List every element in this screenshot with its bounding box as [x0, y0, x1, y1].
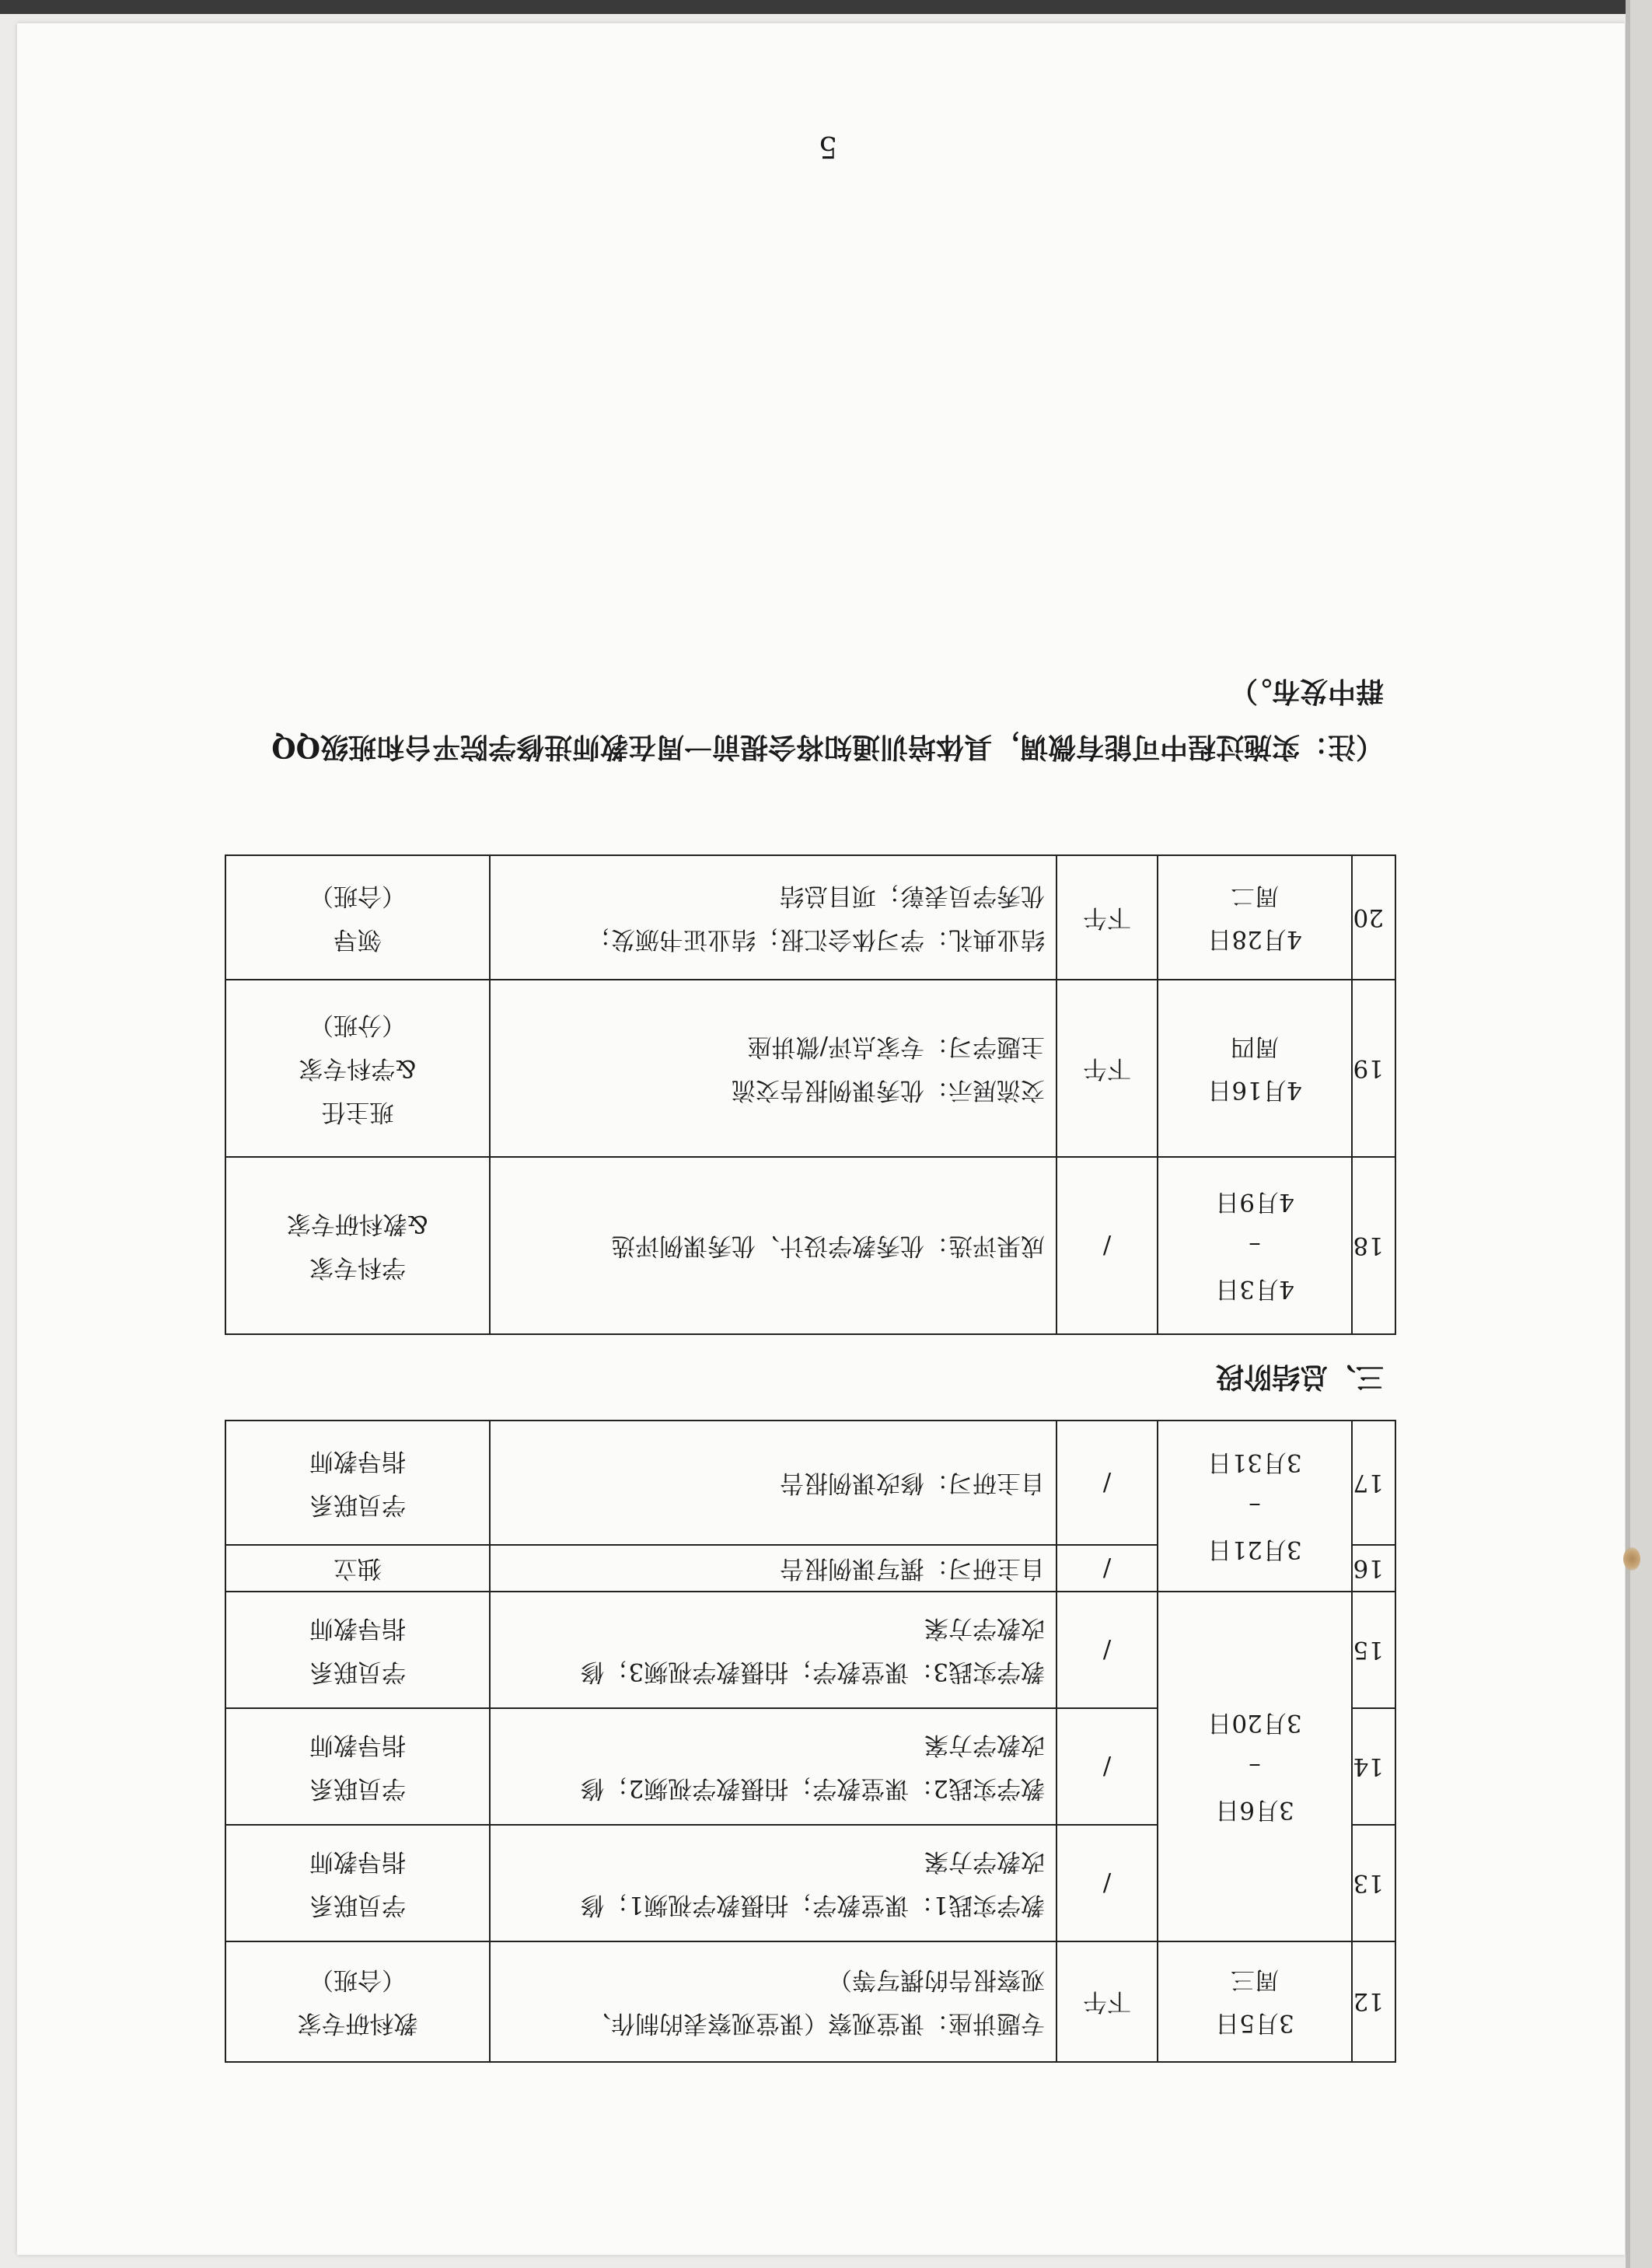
date-text: 3月5日	[1215, 2009, 1294, 2038]
schedule-table-upper	[225, 1420, 1396, 2063]
table-row	[225, 980, 1395, 1157]
date-text: 周二	[1231, 882, 1279, 910]
staff-text: 指导教师	[309, 1614, 406, 1642]
staff-text: 教科研专家	[297, 2009, 418, 2038]
staff-cell	[225, 1825, 490, 1941]
date-text: 3月21日	[1207, 1536, 1302, 1564]
table-row	[225, 1825, 1395, 1941]
content-text: 教学实践2：课堂教学；拍摄教学视频2；修	[580, 1774, 1045, 1802]
schedule-table-lower	[225, 854, 1396, 1335]
staff-cell	[225, 1592, 490, 1708]
content-text: 改教学方案	[924, 1847, 1045, 1875]
staff-text: 班主任	[321, 1098, 394, 1126]
date-text: 3月6日	[1215, 1796, 1294, 1824]
time-cell: 下午	[1057, 855, 1158, 980]
staff-cell	[225, 1421, 490, 1545]
content-text: 教学实践3：课堂教学；拍摄教学视频3；修	[580, 1658, 1045, 1686]
content-text: 交流展示：优秀课例报告交流	[732, 1076, 1045, 1104]
content-cell	[490, 1941, 1057, 2062]
date-text: 4月3日	[1215, 1275, 1294, 1303]
page-number: 5	[818, 130, 838, 164]
staff-cell	[225, 980, 490, 1157]
content-cell	[490, 1592, 1057, 1708]
row-number: 15	[1352, 1592, 1395, 1708]
staff-text: &学科专家	[299, 1054, 417, 1082]
section-heading: 三、总结阶段	[1215, 1361, 1384, 1393]
table-row	[225, 855, 1395, 980]
staff-cell	[225, 1941, 490, 2062]
content-text: 主题学习：专家点评/微讲座	[747, 1033, 1045, 1061]
row-number: 14	[1352, 1708, 1395, 1825]
row-number: 16	[1352, 1545, 1395, 1592]
content-text: 专题讲座：课堂观察（课堂观察表的制作、	[587, 2009, 1045, 2038]
date-text: –	[1249, 1492, 1261, 1520]
staff-text: 学员联系	[309, 1774, 406, 1802]
row-number: 17	[1352, 1421, 1395, 1545]
staff-text: 学员联系	[309, 1891, 406, 1919]
time-cell: 下午	[1057, 1941, 1158, 2062]
content-text: 教学实践1：课堂教学；拍摄教学视频1；修	[580, 1891, 1045, 1919]
date-text: 周三	[1231, 1966, 1279, 1994]
content-text: 优秀学员表彰；项目总结	[780, 882, 1045, 910]
staff-cell	[225, 855, 490, 980]
time-cell: /	[1057, 1592, 1158, 1708]
date-cell	[1158, 1941, 1352, 2062]
date-text: 3月20日	[1207, 1709, 1302, 1737]
date-cell	[1158, 980, 1352, 1157]
date-text: 4月9日	[1215, 1188, 1294, 1216]
content-cell	[490, 855, 1057, 980]
date-cell	[1158, 1592, 1352, 1941]
staff-text: 学科专家	[309, 1253, 406, 1281]
staff-cell	[225, 1708, 490, 1825]
staff-text: （分班）	[309, 1011, 406, 1039]
content-text: 改教学方案	[924, 1731, 1045, 1759]
content-cell: 成果评选：优秀教学设计、优秀课例评选	[490, 1157, 1057, 1334]
table-row	[225, 1157, 1395, 1334]
content-cell	[490, 980, 1057, 1157]
date-text: 4月28日	[1207, 925, 1302, 953]
time-cell: /	[1057, 1421, 1158, 1545]
staff-text: （合班）	[309, 882, 406, 910]
time-cell: /	[1057, 1825, 1158, 1941]
row-number: 20	[1352, 855, 1395, 980]
table-row	[225, 1545, 1395, 1592]
staff-text: 学员联系	[309, 1490, 406, 1518]
date-text: 周四	[1231, 1033, 1279, 1061]
staff-text: 学员联系	[309, 1658, 406, 1686]
content-text: 结业典礼：学习体会汇报；结业证书颁发；	[587, 925, 1045, 953]
staff-text: &教科研专家	[286, 1210, 429, 1238]
staff-cell: 独立	[225, 1545, 490, 1592]
content-cell: 自主研习：修改课例报告	[490, 1421, 1057, 1545]
staff-text: （合班）	[309, 1966, 406, 1994]
table-row	[225, 1941, 1395, 2062]
time-cell: 下午	[1057, 980, 1158, 1157]
content-cell	[490, 1825, 1057, 1941]
staff-text: 指导教师	[309, 1447, 406, 1475]
content-cell: 自主研习：撰写课例报告	[490, 1545, 1057, 1592]
time-cell: /	[1057, 1545, 1158, 1592]
time-cell: /	[1057, 1157, 1158, 1334]
row-number: 18	[1352, 1157, 1395, 1334]
content-text: 观察报告的撰写等）	[828, 1966, 1045, 1994]
row-number: 13	[1352, 1825, 1395, 1941]
staff-text: 领导	[334, 925, 382, 953]
time-cell: /	[1057, 1708, 1158, 1825]
content-cell	[490, 1708, 1057, 1825]
staff-text: 指导教师	[309, 1847, 406, 1875]
content-text: 改教学方案	[924, 1614, 1045, 1642]
implementation-note: （注：实施过程中可能有微调，具体培训通知将会提前一周在教师进修学院平台和班级QQ群中发布。）	[271, 675, 1384, 764]
date-cell	[1158, 1421, 1352, 1592]
date-text: 3月31日	[1207, 1449, 1302, 1476]
date-text: 4月16日	[1207, 1076, 1302, 1104]
row-number: 12	[1352, 1941, 1395, 2062]
row-number: 19	[1352, 980, 1395, 1157]
date-cell	[1158, 855, 1352, 980]
date-text: –	[1249, 1232, 1261, 1260]
staff-cell	[225, 1157, 490, 1334]
date-cell	[1158, 1157, 1352, 1334]
date-text: –	[1249, 1753, 1261, 1781]
staff-text: 指导教师	[309, 1731, 406, 1759]
